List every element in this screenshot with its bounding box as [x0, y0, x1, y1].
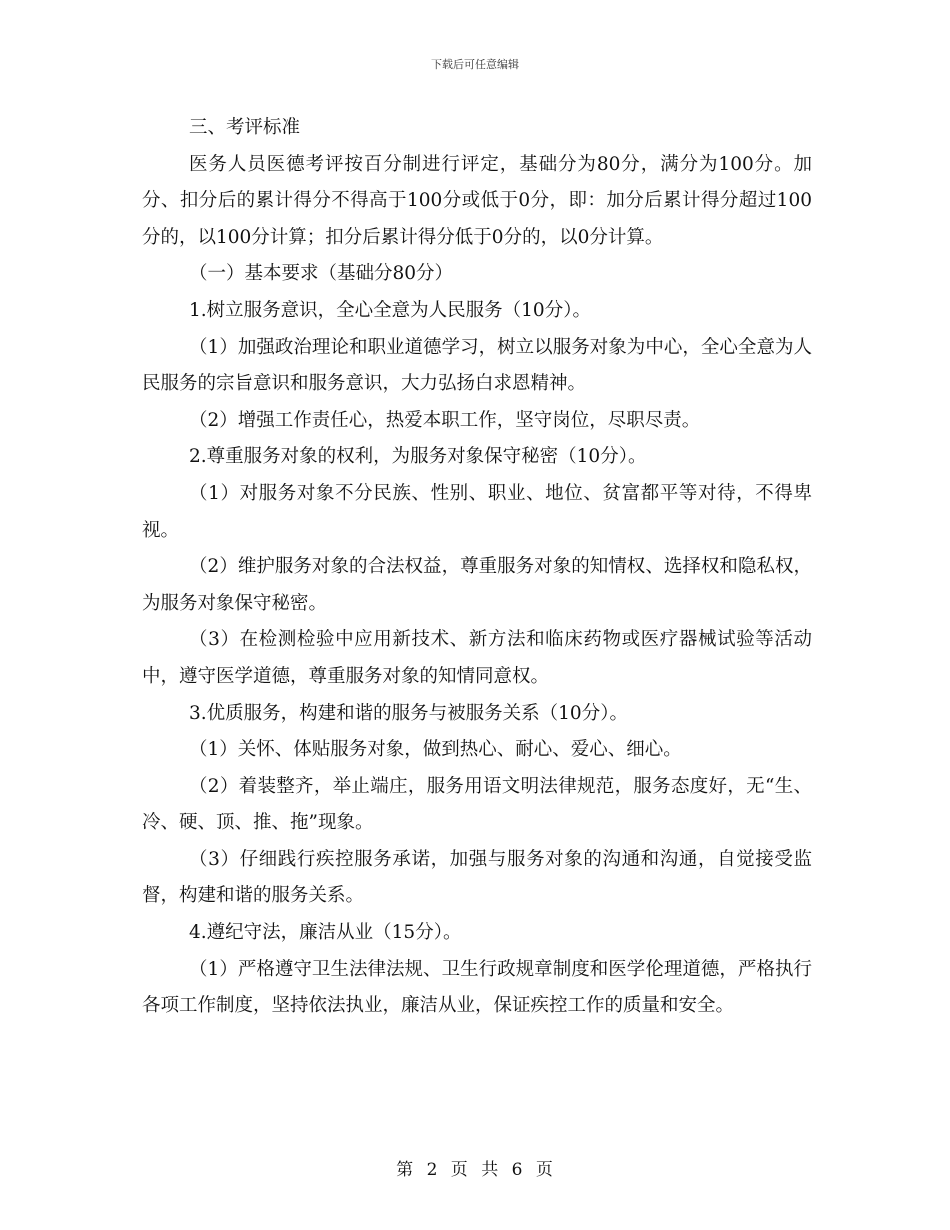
item-heading: 1.树立服务意识，全心全意为人民服务（10分）。 [189, 299, 591, 321]
document-body [142, 110, 812, 1025]
item-heading: 3.优质服务，构建和谐的服务与被服务关系（10分）。 [189, 702, 628, 724]
footer-di: 第 [396, 1160, 415, 1180]
paragraph: （2）着装整齐，举止端庄，服务用语文明法律规范，服务态度好，无“生、冷、硬、顶、推、拖”现象。 [142, 775, 812, 834]
footer-ye: 页 [450, 1160, 469, 1180]
paragraph: （2）增强工作责任心，热爱本职工作，坚守岗位，尽职尽责。 [189, 409, 701, 431]
footer-gong: 共 [481, 1160, 500, 1180]
paragraph: （3）在检测检验中应用新技术、新方法和临床药物或医疗器械试验等活动中，遵守医学道德，尊重服务对象的知情同意权。 [142, 629, 812, 687]
item-heading: 2.尊重服务对象的权利，为服务对象保守秘密（10分）。 [189, 446, 647, 468]
paragraph: （1）关怀、体贴服务对象，做到热心、耐心、爱心、细心。 [189, 739, 682, 761]
subsection-heading: （一）基本要求（基础分80分） [189, 263, 454, 285]
paragraph: 医务人员医德考评按百分制进行评定，基础分为80分，满分为100分。加分、扣分后的累计得分不得高于100分或低于0分，即：加分后累计得分超过100分的，以100分计算；扣分后累计得分低于0分的，以0分计算。 [142, 153, 812, 248]
page-header: 下载后可任意编辑 [431, 58, 519, 71]
paragraph: （3）仔细践行疾控服务承诺，加强与服务对象的沟通和沟通，自觉接受监督，构建和谐的服务关系。 [142, 848, 812, 907]
paragraph: （1）对服务对象不分民族、性别、职业、地位、贫富都平等对待，不得卑视。 [142, 482, 812, 541]
item-heading: 4.遵纪守法，廉洁从业（15分）。 [189, 922, 462, 944]
paragraph: （2）维护服务对象的合法权益，尊重服务对象的知情权、选择权和隐私权，为服务对象保守秘密。 [142, 556, 812, 614]
footer-ye2: 页 [535, 1160, 554, 1180]
footer-total-pages: 6 [511, 1160, 524, 1180]
paragraph: （1）加强政治理论和职业道德学习，树立以服务对象为中心，全心全意为人民服务的宗旨意识和服务意识，大力弘扬白求恩精神。 [142, 336, 812, 395]
paragraph: （1）严格遵守卫生法律法规、卫生行政规章制度和医学伦理道德，严格执行各项工作制度，坚持依法执业，廉洁从业，保证疾控工作的质量和安全。 [142, 958, 812, 1017]
page-footer [0, 1155, 950, 1180]
section-heading: 三、考评标准 [189, 117, 301, 138]
footer-page-number: 2 [426, 1160, 439, 1180]
